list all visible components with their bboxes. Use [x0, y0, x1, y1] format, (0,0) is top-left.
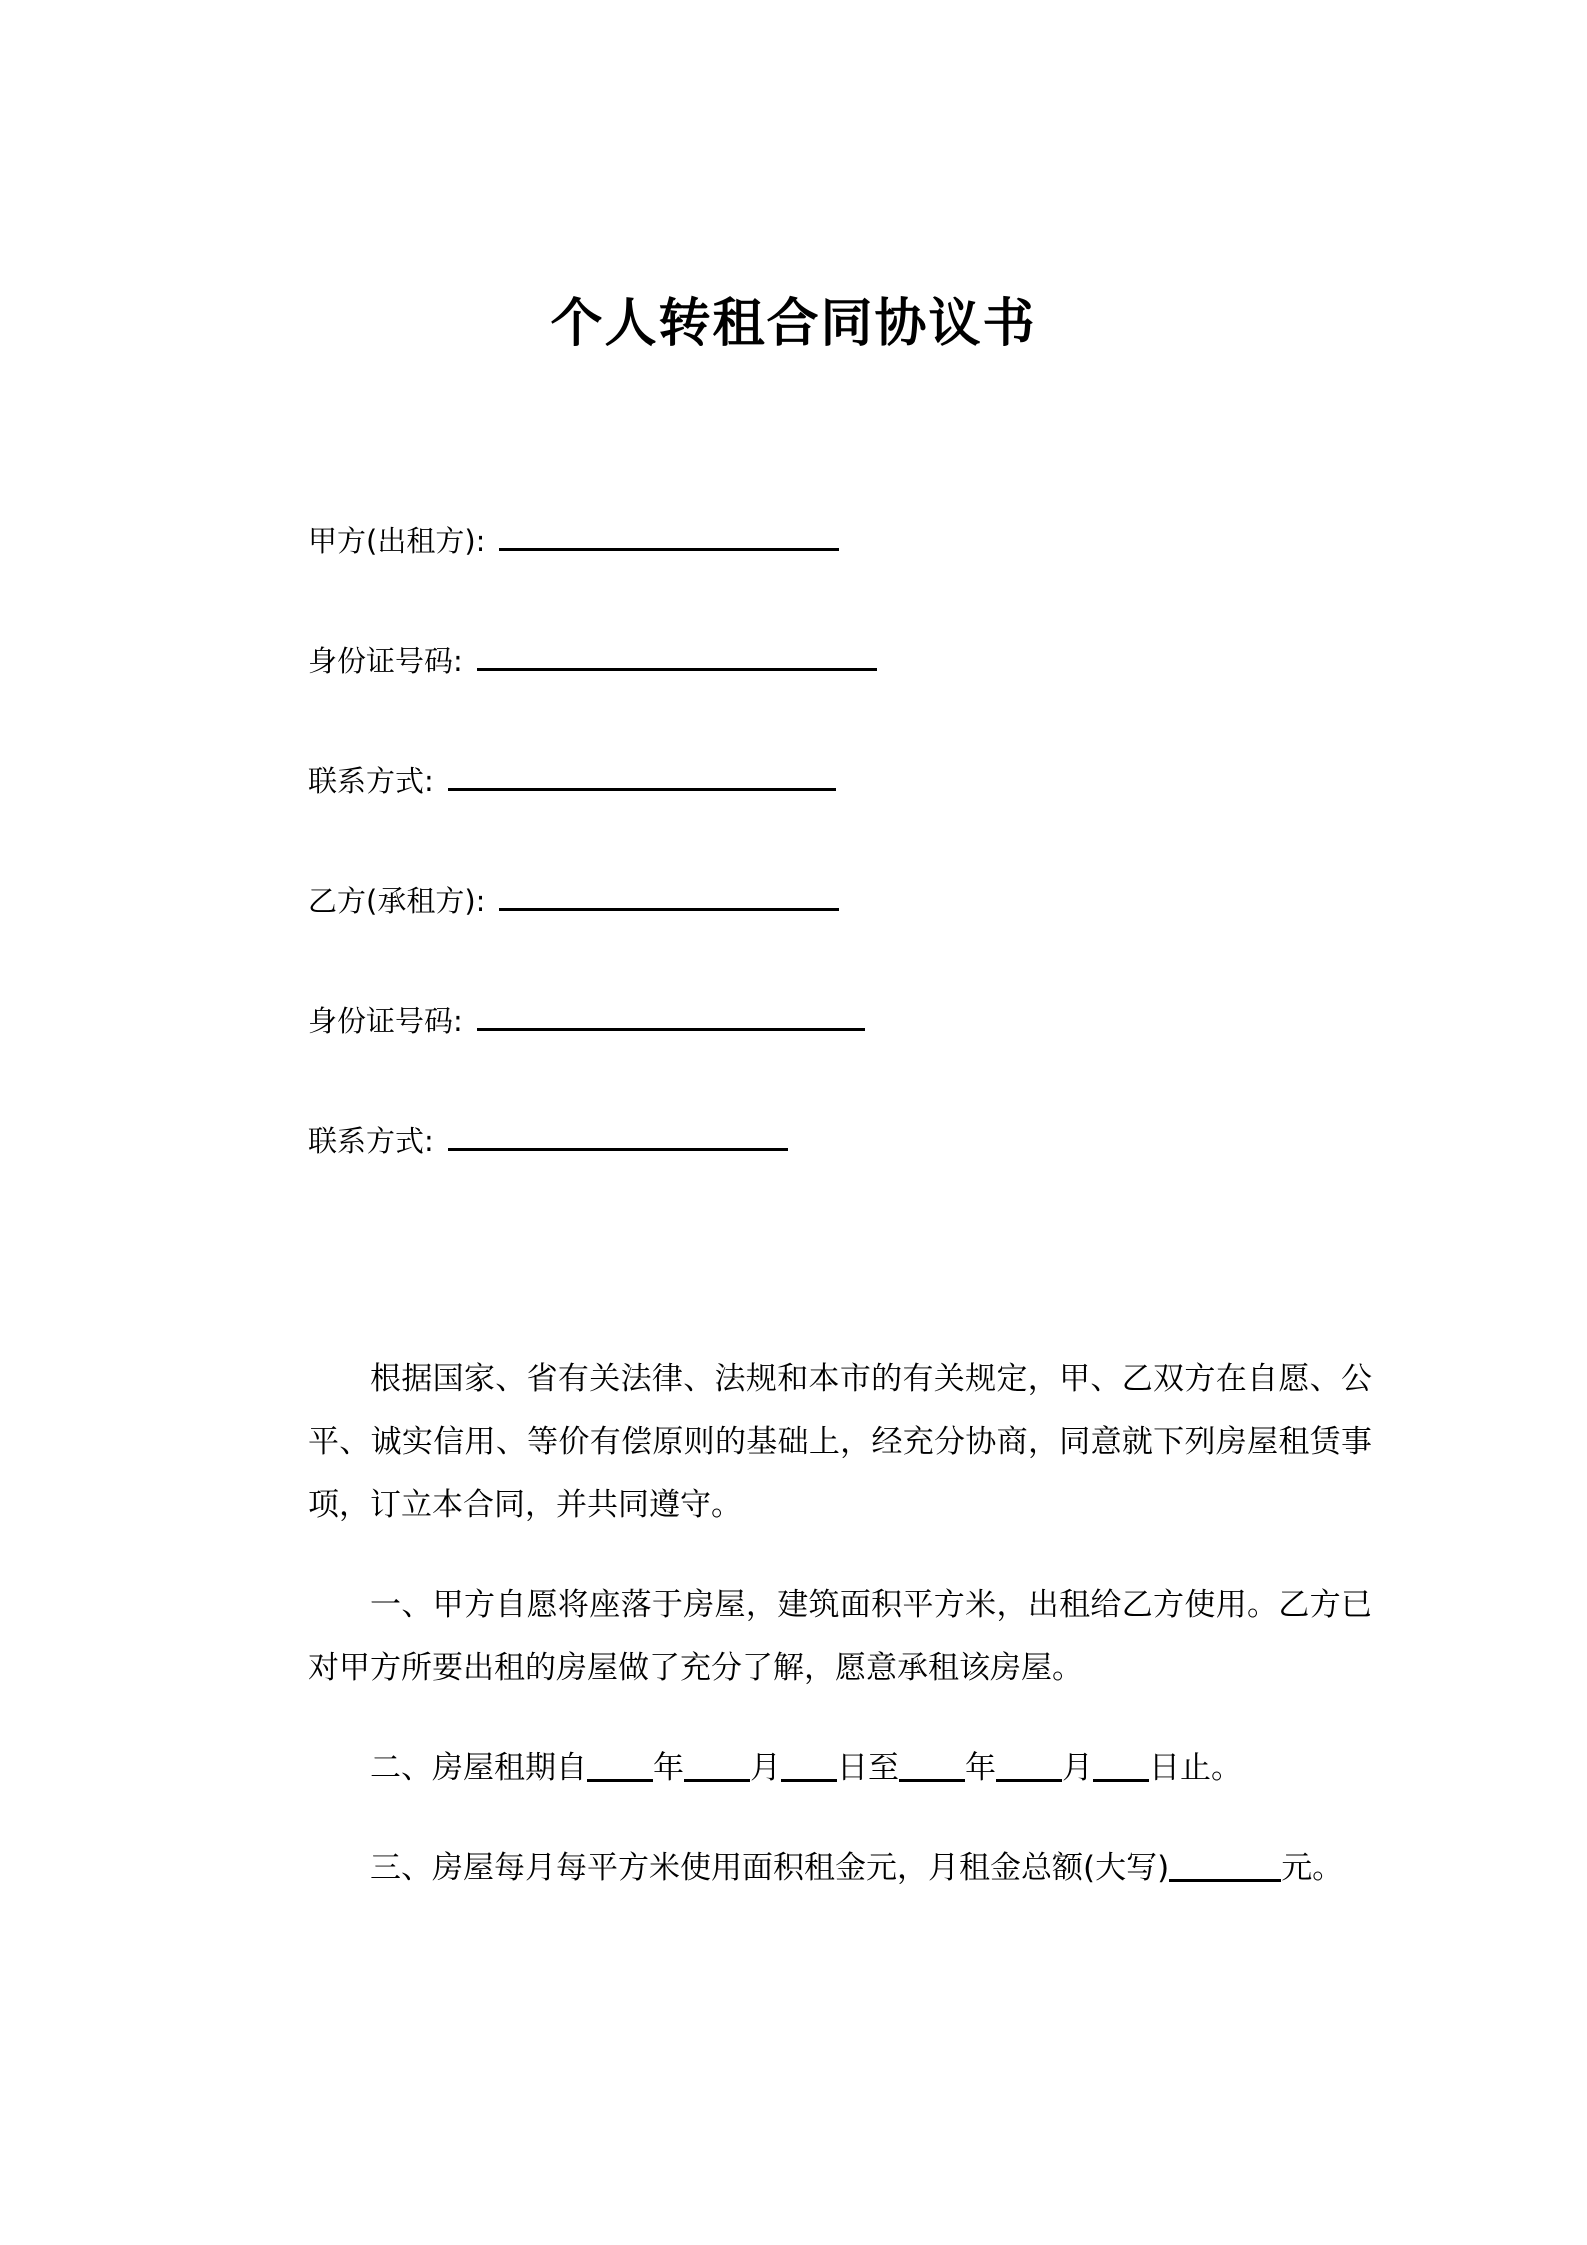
- form-input-landlord-id[interactable]: [477, 642, 877, 671]
- clause-two-unit-day-1: 日至: [837, 1750, 899, 1786]
- form-input-tenant-id[interactable]: [477, 1002, 865, 1031]
- clause-two-prefix: 二、房屋租期自: [370, 1750, 587, 1786]
- blank-end-day[interactable]: [1093, 1779, 1149, 1782]
- form-input-tenant-contact[interactable]: [448, 1122, 788, 1151]
- form-row-tenant-id: [308, 1002, 1408, 1122]
- form-label-landlord-id: 身份证号码:: [308, 644, 463, 678]
- paragraph-preamble: 根据国家、省有关法律、法规和本市的有关规定，甲、乙双方在自愿、公平、诚实信用、等价有偿原则的基础上，经充分协商，同意就下列房屋租赁事项，订立本合同，并共同遵守。: [308, 1361, 1372, 1523]
- form-label-tenant-contact: 联系方式:: [308, 1124, 434, 1158]
- clause-two: [308, 1737, 1372, 1800]
- form-label-tenant-name: 乙方(承租方):: [308, 884, 486, 918]
- form-row-tenant-contact: [308, 1122, 1408, 1242]
- clause-one: 一、甲方自愿将座落于房屋，建筑面积平方米，出租给乙方使用。乙方已对甲方所要出租的房屋做了充分了解，愿意承租该房屋。: [308, 1587, 1372, 1686]
- form-label-landlord-contact: 联系方式:: [308, 764, 434, 798]
- blank-start-month[interactable]: [684, 1779, 750, 1782]
- form-input-landlord-name[interactable]: [499, 522, 839, 551]
- clause-two-unit-year-1: 年: [653, 1750, 684, 1786]
- clause-two-unit-year-2: 年: [965, 1750, 996, 1786]
- blank-start-year[interactable]: [587, 1779, 653, 1782]
- blank-monthly-rent-total[interactable]: [1169, 1879, 1281, 1882]
- form-input-tenant-name[interactable]: [499, 882, 839, 911]
- form-label-landlord-name: 甲方(出租方):: [308, 524, 486, 558]
- blank-end-month[interactable]: [996, 1779, 1062, 1782]
- form-row-landlord-name: [308, 522, 1408, 642]
- clause-three-prefix: 三、房屋每月每平方米使用面积租金元，月租金总额(大写): [370, 1850, 1170, 1886]
- clause-three-suffix: 元。: [1281, 1850, 1344, 1886]
- blank-end-year[interactable]: [899, 1779, 965, 1782]
- form-input-landlord-contact[interactable]: [448, 762, 836, 791]
- clause-two-unit-day-2: 日止。: [1149, 1750, 1242, 1786]
- contract-body: [308, 1348, 1372, 1900]
- form-label-tenant-id: 身份证号码:: [308, 1004, 463, 1038]
- clause-three: [308, 1837, 1372, 1900]
- parties-form: [308, 522, 1408, 1242]
- form-row-landlord-id: [308, 642, 1408, 762]
- blank-start-day[interactable]: [781, 1779, 837, 1782]
- clause-two-unit-month-2: 月: [1062, 1750, 1093, 1786]
- clause-two-unit-month-1: 月: [750, 1750, 781, 1786]
- form-row-landlord-contact: [308, 762, 1408, 882]
- page-title: 个人转租合同协议书: [550, 293, 1037, 354]
- form-row-tenant-name: [308, 882, 1408, 1002]
